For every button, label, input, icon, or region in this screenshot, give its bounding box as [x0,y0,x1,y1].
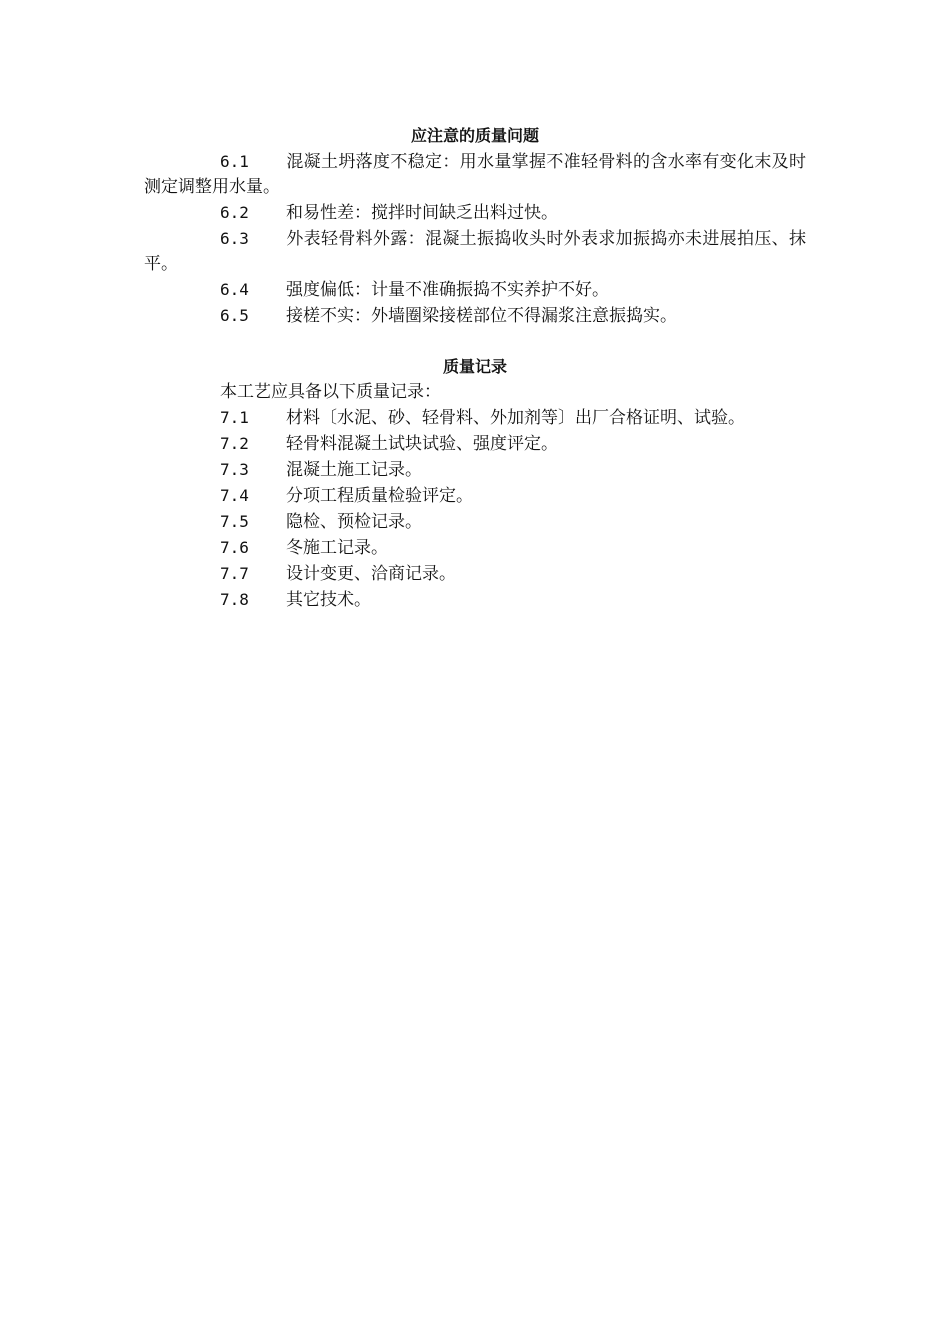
item-text: 设计变更、洽商记录。 [286,564,456,584]
item-text: 冬施工记录。 [286,538,388,558]
item-number: 7.2 [220,434,249,453]
document-page [144,122,806,613]
section-6-title: 应注意的质量问题 [410,126,539,145]
list-item [144,226,806,277]
item-text: 强度偏低：计量不准确振捣不实养护不好。 [286,280,609,300]
list-item [144,200,806,226]
item-text: 其它技术。 [286,590,371,610]
item-number: 7.5 [220,512,249,531]
item-number: 7.7 [220,564,249,583]
list-item [144,483,806,509]
item-number: 6.3 [220,229,249,248]
list-item [144,561,806,587]
item-text: 隐检、预检记录。 [286,512,422,532]
item-text: 分项工程质量检验评定。 [286,486,473,506]
list-item [144,303,806,329]
section-7-title: 质量记录 [442,357,507,376]
item-text: 混凝土施工记录。 [286,460,422,480]
item-number: 7.4 [220,486,249,505]
item-text: 和易性差：搅拌时间缺乏出料过快。 [286,203,558,223]
list-item [144,149,806,200]
list-item [144,405,806,431]
item-number: 7.3 [220,460,249,479]
item-number: 6.4 [220,280,249,299]
item-number: 6.1 [220,152,249,171]
list-item [144,587,806,613]
item-number: 7.6 [220,538,249,557]
list-item [144,457,806,483]
item-text: 轻骨料混凝土试块试验、强度评定。 [286,434,558,454]
list-item [144,535,806,561]
list-item [144,509,806,535]
item-number: 7.8 [220,590,249,609]
list-item [144,431,806,457]
item-number: 7.1 [220,408,249,427]
item-text: 材料〔水泥、砂、轻骨料、外加剂等〕出厂合格证明、试验。 [286,408,745,428]
item-number: 6.2 [220,203,249,222]
item-text: 外表轻骨料外露：混凝土振捣收头时外表求加振捣亦未进展拍压、抹平。 [144,229,806,274]
item-number: 6.5 [220,306,249,325]
list-item [144,277,806,303]
item-text: 混凝土坍落度不稳定：用水量掌握不准轻骨料的含水率有变化末及时测定调整用水量。 [144,152,806,197]
section-7-intro: 本工艺应具备以下质量记录： [220,382,441,402]
item-text: 接槎不实：外墙圈梁接槎部位不得漏浆注意振捣实。 [286,306,677,326]
